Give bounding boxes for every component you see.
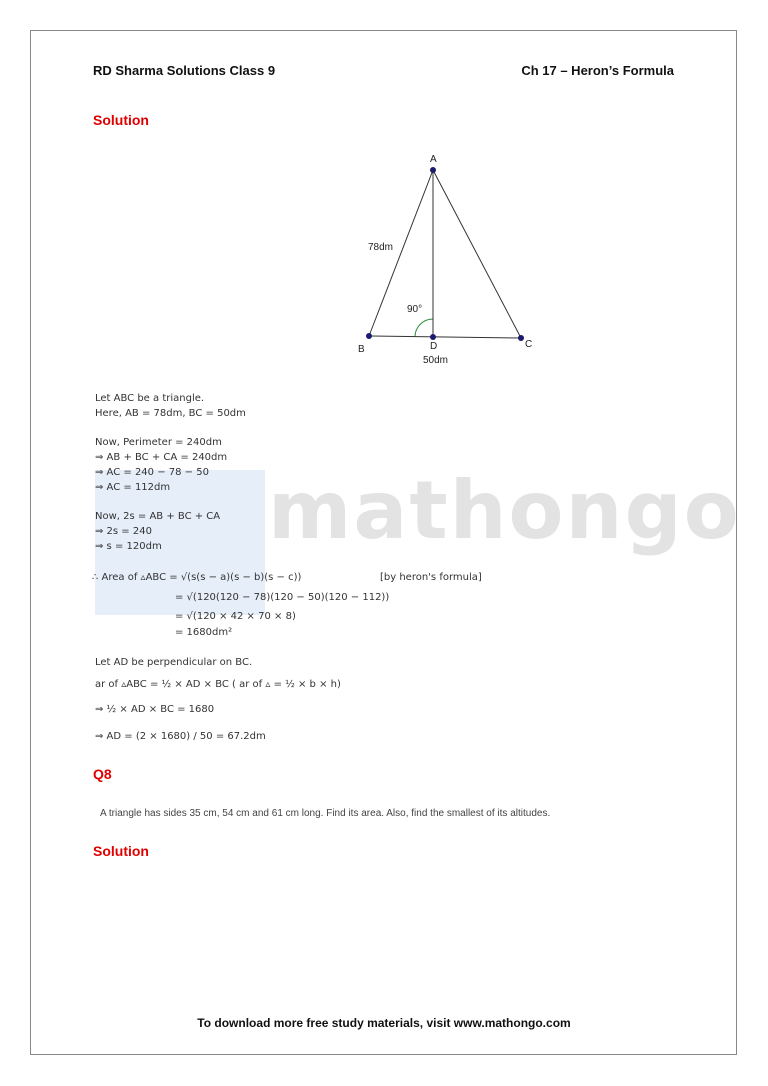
q8-heading: Q8: [93, 766, 112, 782]
line-1: Here, AB = 78dm, BC = 50dm: [95, 408, 246, 419]
label-bc: 50dm: [423, 355, 449, 366]
header-title: RD Sharma Solutions Class 9: [93, 63, 276, 78]
line-15: ar of ▵ABC = ½ × AD × BC ( ar of ▵ = ½ × b × h): [95, 679, 341, 690]
label-c: C: [525, 339, 533, 350]
label-d: D: [430, 341, 438, 352]
point-b: [366, 333, 372, 339]
line-13: = 1680dm²: [175, 627, 233, 638]
line-12: = √(120 × 42 × 70 × 8): [175, 611, 296, 622]
label-angle: 90°: [407, 304, 423, 315]
footer-text: To download more free study materials, visit www.mathongo.com: [197, 1016, 571, 1030]
line-3: ⇒ AB + BC + CA = 240dm: [95, 452, 228, 463]
label-ab: 78dm: [368, 242, 394, 253]
line-17: ⇒ AD = (2 × 1680) / 50 = 67.2dm: [95, 731, 266, 742]
label-b: B: [358, 344, 365, 355]
watermark-text: mathongo: [268, 464, 741, 557]
point-c: [518, 335, 524, 341]
triangle-figure: [0, 0, 768, 400]
line-9: ∴ Area of ▵ABC = √(s(s − a)(s − b)(s − c)): [92, 572, 302, 583]
side-ab: [369, 170, 433, 336]
side-bc: [369, 336, 521, 338]
line-16: ⇒ ½ × AD × BC = 1680: [95, 704, 215, 715]
line-5: ⇒ AC = 112dm: [95, 482, 171, 493]
q8-solution-heading: Solution: [93, 843, 149, 859]
point-a: [430, 167, 436, 173]
point-d: [430, 334, 436, 340]
line-4: ⇒ AC = 240 − 78 − 50: [95, 467, 209, 478]
line-8: ⇒ s = 120dm: [95, 541, 162, 552]
line-10: [by heron's formula]: [380, 572, 482, 583]
line-14: Let AD be perpendicular on BC.: [95, 657, 253, 668]
line-6: Now, 2s = AB + BC + CA: [95, 511, 221, 522]
line-11: = √(120(120 − 78)(120 − 50)(120 − 112)): [175, 592, 390, 603]
line-2: Now, Perimeter = 240dm: [95, 437, 222, 448]
right-angle-arc: [415, 319, 433, 337]
line-7: ⇒ 2s = 240: [95, 526, 152, 537]
solution-heading: Solution: [93, 112, 149, 128]
q8-question: A triangle has sides 35 cm, 54 cm and 61 cm long. Find its area. Also, find the smallest of its altitudes.: [100, 808, 551, 819]
header-chapter: Ch 17 – Heron’s Formula: [521, 63, 674, 78]
label-a: A: [430, 154, 437, 165]
side-ac: [433, 170, 521, 338]
line-0: Let ABC be a triangle.: [95, 393, 205, 404]
